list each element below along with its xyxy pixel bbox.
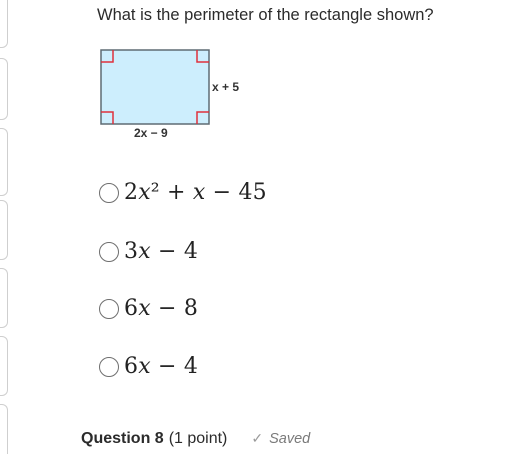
width-label: 2x − 9: [134, 126, 168, 140]
card-edge: [0, 0, 8, 48]
question-prompt: What is the perimeter of the rectangle shown?: [97, 6, 434, 24]
rectangle-shape: [101, 50, 209, 124]
radio-button[interactable]: [99, 299, 119, 319]
choice-text: 3𝑥 − 4: [124, 239, 199, 264]
card-edge: [0, 336, 8, 396]
choice-c[interactable]: [99, 296, 198, 321]
card-edge: [0, 58, 8, 120]
radio-button[interactable]: [99, 183, 119, 203]
saved-status: [251, 430, 310, 447]
choice-text: 6𝑥 − 8: [124, 296, 199, 321]
choice-d[interactable]: [99, 354, 198, 379]
saved-label: Saved: [269, 430, 311, 447]
card-edge: [0, 200, 8, 260]
question-title: Question 8: [81, 430, 164, 447]
rectangle-figure: [92, 44, 252, 144]
radio-button[interactable]: [99, 357, 119, 377]
question-points: (1 point): [168, 430, 228, 447]
choice-a[interactable]: [99, 180, 267, 205]
height-label: x + 5: [212, 80, 240, 94]
question-footer: [81, 430, 310, 448]
choice-text: 6𝑥 − 4: [124, 354, 199, 379]
card-edge: [0, 404, 8, 454]
card-edge: [0, 128, 8, 196]
choice-text: 2𝑥² + 𝑥 − 45: [124, 180, 267, 205]
choice-b[interactable]: [99, 239, 198, 264]
rectangle-diagram: [92, 44, 252, 144]
radio-button[interactable]: [99, 242, 119, 262]
card-edge: [0, 268, 8, 328]
check-icon: ✓: [251, 430, 264, 446]
